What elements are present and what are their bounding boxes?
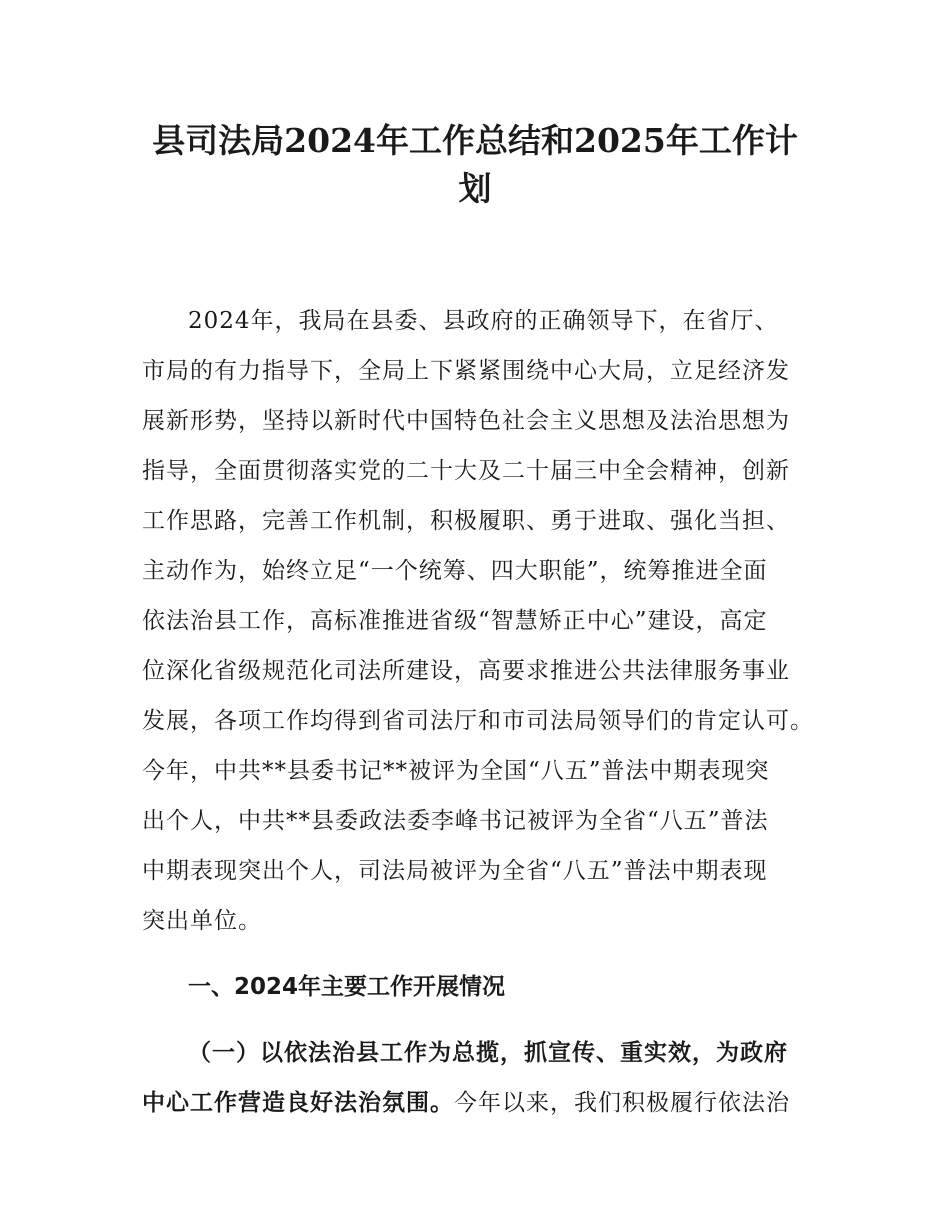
subsection-body-text: 今年以来，我们积极履行依法治: [454, 1090, 790, 1116]
subsection-heading-line: [188, 1036, 788, 1070]
intro-paragraph-line: 依法治县工作，高标准推进省级“智慧矫正中心”建设，高定: [142, 608, 768, 634]
subsection-paragraph-line: [142, 1086, 790, 1120]
intro-paragraph-line: 2024年，我局在县委、县政府的正确领导下，在省厅、: [188, 308, 779, 334]
subsection-heading-bold: （一）以依法治县工作为总揽，抓宣传、重实效，为政府: [188, 1040, 788, 1066]
intro-paragraph-line: 突出单位。: [142, 908, 262, 934]
intro-paragraph-line: 出个人，中共**县委政法委李峰书记被评为全省“八五”普法: [142, 808, 769, 834]
document-title-line-1: 县司法局2024年工作总结和2025年工作计: [152, 121, 798, 160]
intro-paragraph-line: 发展，各项工作均得到省司法厅和市司法局领导们的肯定认可。: [142, 708, 814, 734]
intro-paragraph-line: 主动作为，始终立足“一个统筹、四大职能”，统筹推进全面: [142, 558, 768, 584]
intro-paragraph-line: 工作思路，完善工作机制，积极履职、勇于进取、强化当担、: [142, 508, 790, 534]
section-heading: 一、2024年主要工作开展情况: [188, 974, 506, 1000]
intro-paragraph-line: 位深化省级规范化司法所建设，高要求推进公共法律服务事业: [142, 658, 790, 684]
intro-paragraph-line: 展新形势，坚持以新时代中国特色社会主义思想及法治思想为: [142, 408, 790, 434]
subsection-heading-bold-cont: 中心工作营造良好法治氛围。: [142, 1090, 454, 1116]
intro-paragraph-line: 市局的有力指导下，全局上下紧紧围绕中心大局，立足经济发: [142, 358, 790, 384]
intro-paragraph-line: 指导，全面贯彻落实党的二十大及二十届三中全会精神，创新: [142, 458, 790, 484]
intro-paragraph-line: 今年，中共**县委书记**被评为全国“八五”普法中期表现突: [142, 758, 770, 784]
intro-paragraph-line: 中期表现突出个人，司法局被评为全省“八五”普法中期表现: [142, 858, 768, 884]
document-title-line-2: 划: [458, 169, 492, 208]
